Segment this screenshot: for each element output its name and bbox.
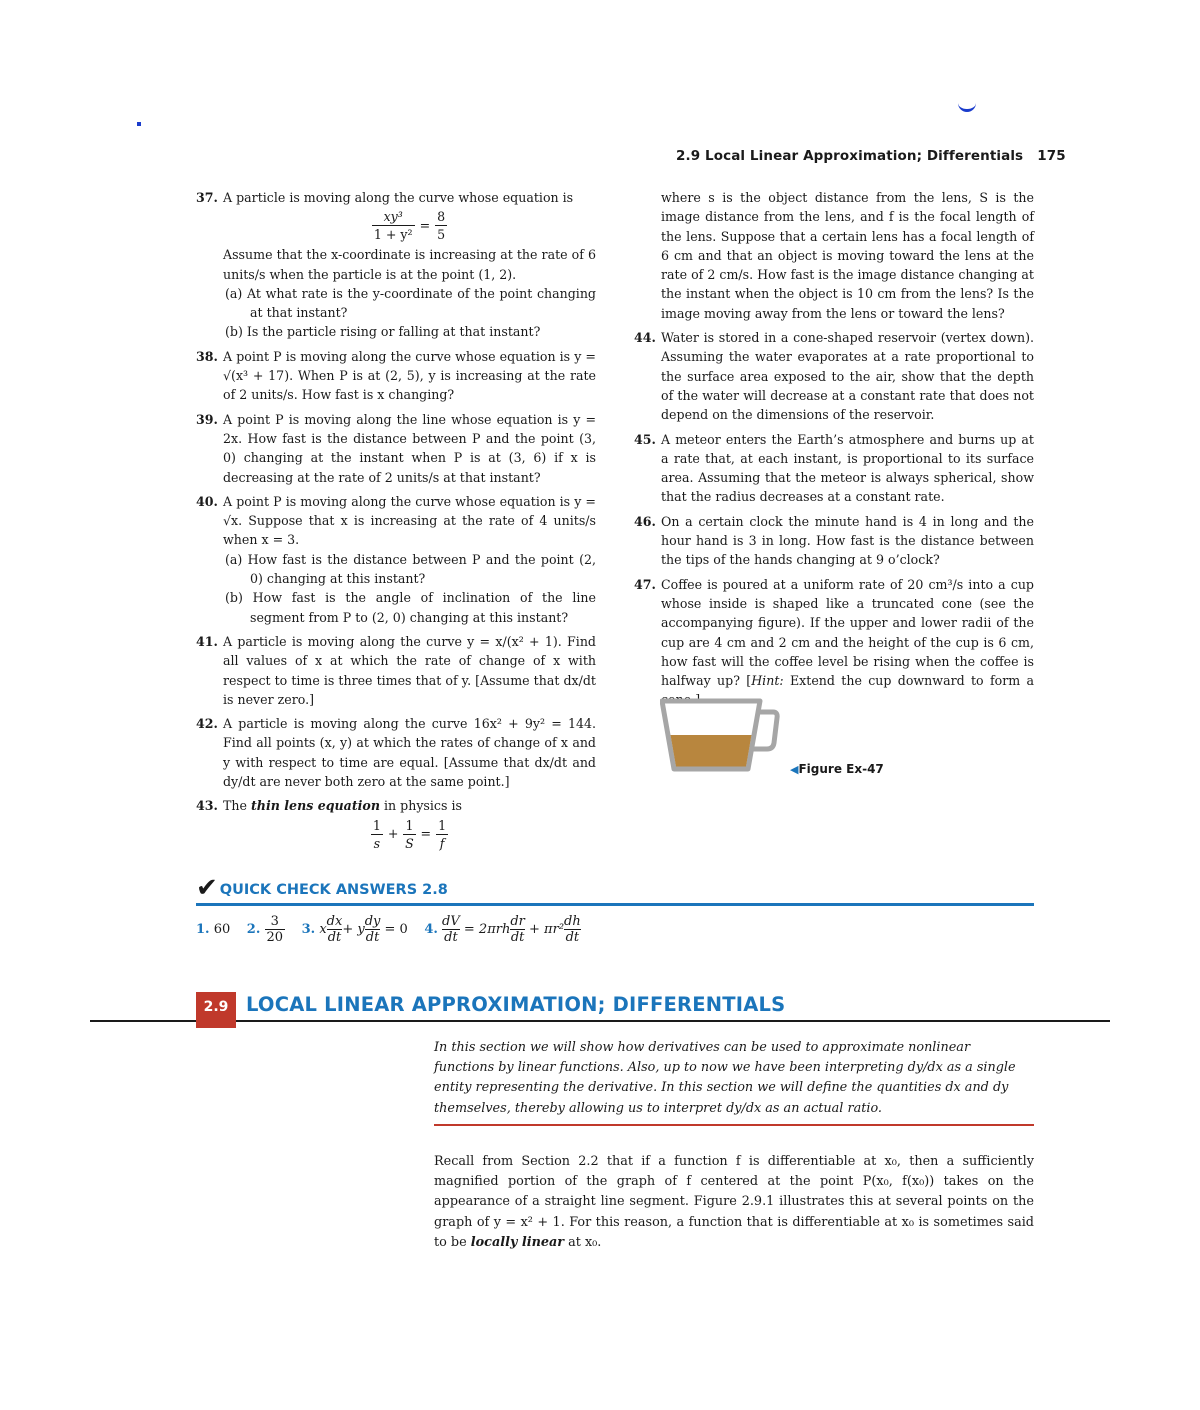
problem-number: 37. bbox=[196, 190, 218, 205]
section-intro: In this section we will show how derivatives can be used to approximate nonlinear functions by linear functions. Also, up to now we have been interpreting dy/dx as a single entity representing the derivative. In this section we will define the quantities dx and dy themselves, thereby allowing us to interpret dy/dx as an actual ratio. bbox=[434, 1040, 1016, 1116]
quick-check-title: QUICK CHECK ANSWERS 2.8 bbox=[219, 882, 448, 898]
problem-number: 44. bbox=[634, 330, 656, 346]
problem-number: 40. bbox=[196, 493, 218, 509]
problem-44 bbox=[634, 328, 1034, 424]
scan-mark-dot bbox=[137, 122, 141, 126]
hint-label: Hint: bbox=[751, 673, 784, 689]
left-column bbox=[196, 188, 596, 854]
problem-text: Assume that the x-coordinate is increasing at the rate of 6 units/s when the particle is at the point (1, 2). bbox=[223, 247, 596, 282]
equation-37: $\frac{\text{xy³}}{\text{1 + y²}}$ = $\frac{8}{5}$ bbox=[373, 209, 446, 243]
scan-mark-dash bbox=[958, 103, 976, 112]
eq-numerator: xy³ bbox=[383, 209, 403, 225]
problem-number: 47. bbox=[634, 576, 656, 592]
problem-45 bbox=[634, 430, 1034, 507]
problem-text: A meteor enters the Earth’s atmosphere and burns up at a rate that, at each instant, is proportional to its surface area. Assuming that the meteor is always spherical, show that the radius decreases at a constant rate. bbox=[661, 431, 1034, 505]
problem-number: 46. bbox=[634, 513, 656, 529]
part-a: (a) How fast is the distance between P and the point (2, 0) changing at this instant? bbox=[225, 551, 596, 587]
section-number-badge: 2.9 bbox=[196, 992, 236, 1028]
quick-check-header bbox=[196, 873, 1034, 903]
problem-text: The thin lens equation in physics is bbox=[223, 798, 462, 814]
intro-rule bbox=[434, 1124, 1034, 1126]
running-head bbox=[676, 148, 1066, 164]
checkmark-icon: ✔ bbox=[196, 873, 218, 903]
problem-40 bbox=[196, 492, 596, 627]
problem-number: 43. bbox=[196, 798, 218, 814]
problem-number: 45. bbox=[634, 431, 656, 447]
problem-37 bbox=[196, 188, 596, 342]
quick-check-answers: 1. 60 2. $\frac{3}{20}$ 3. x $\frac{dx}{dt}$ + y $\frac{dy}{dt}$ = 0 4. $\frac{dV}{dt}$ = 2πrh $\frac{dr}{dt}$ + πr² $\frac{dh}{dt}$ bbox=[196, 914, 581, 945]
figure-caption: ◀Figure Ex-47 bbox=[790, 762, 884, 776]
problem-42 bbox=[196, 714, 596, 791]
problem-text: Coffee is poured at a uniform rate of 20 cm³/s into a cup whose inside is shaped like a truncated cone (see the accompanying figure). If the upper and lower radii of the cup are 4 cm and 2 cm and the height of the cup is 6 cm, how fast will the coffee level be rising when the coffee is halfway up? [Hint: Extend the cup downward to form a bbox=[661, 576, 1034, 689]
problem-41 bbox=[196, 632, 596, 709]
problem-text: Water is stored in a cone-shaped reservoir (vertex down). Assuming the water evaporates at a rate proportional to the surface area exposed to the air, show that the depth of the water will decrease at a constant rate that does not depend on the dimensions of the reservoir. bbox=[661, 330, 1034, 423]
quick-check-rule bbox=[196, 903, 1034, 906]
problem-46 bbox=[634, 512, 1034, 570]
eq-rhs-denominator: 5 bbox=[437, 227, 446, 243]
problem-text: A particle is moving along the curve y = x/(x² + 1). Find all values of x at which the rate of change of x with respect to time is three times that of y. [Assume that dx/dt is never zero.] bbox=[223, 633, 596, 707]
problem-text: On a certain clock the minute hand is 4 in long and the hour hand is 3 in long. How fast is the distance between the tips of the hands changing at 9 o’clock? bbox=[661, 513, 1034, 568]
part-a: (a) At what rate is the y-coordinate of the point changing at that instant? bbox=[225, 285, 596, 321]
eq-denominator: 1 + y² bbox=[373, 227, 413, 243]
part-b: (b) How fast is the angle of inclination of the line segment from P to (2, 0) changing at this instant? bbox=[225, 590, 596, 625]
running-head-title: 2.9 Local Linear Approximation; Differentials bbox=[676, 148, 1024, 164]
problem-text: A particle is moving along the curve 16x² + 9y² = 144. Find all points (x, y) at which the rates of change of x and y with respect to time are equal. [Assume that dx/dt and dy/dt are never both zero at the same point.] bbox=[223, 716, 596, 790]
coffee-fill bbox=[671, 735, 752, 767]
problem-stem: A particle is moving along the curve whose equation is bbox=[223, 190, 574, 205]
problem-text: A point P is moving along the curve whose equation is y = √x. Suppose that x is increasing at the rate of 4 units/s when x = 3. bbox=[223, 493, 596, 548]
term-locally-linear: locally linear bbox=[470, 1234, 565, 1250]
part-b: (b) Is the particle rising or falling at that instant? bbox=[225, 324, 541, 340]
equation-43: $\frac{1}{s}$ + $\frac{1}{S}$ = $\frac{1}{f}$ bbox=[372, 817, 447, 851]
problem-number: 39. bbox=[196, 411, 218, 427]
caption-arrow-icon: ◀ bbox=[790, 763, 799, 776]
problem-38 bbox=[196, 347, 596, 405]
problem-text: A point P is moving along the curve whose equation is y = √(x³ + 17). When P is at (2, 5), y is increasing at the rate of 2 units/s. How fast is x changing? bbox=[223, 348, 596, 403]
problem-text: where s is the object distance from the lens, S is the image distance from the lens, and f is the focal length of the lens. Suppose that a certain lens has a focal length of 6 cm and that an object is moving toward the lens at the rate of 2 cm/s. How fast is the image distance changing at the instant when the object is 10 cm from the lens? Is the image moving away from the lens or toward the lens? bbox=[661, 190, 1034, 321]
problem-39 bbox=[196, 410, 596, 487]
coffee-cup-figure bbox=[660, 697, 785, 772]
section-title: LOCAL LINEAR APPROXIMATION; DIFFERENTIALS bbox=[246, 993, 786, 1016]
problem-number: 41. bbox=[196, 633, 218, 649]
term-thin-lens-equation: thin lens equation bbox=[250, 798, 380, 814]
section-rule bbox=[90, 1020, 1110, 1022]
problem-number: 42. bbox=[196, 716, 218, 732]
problem-43-continued bbox=[634, 188, 1034, 323]
section-body: Recall from Section 2.2 that if a function f is differentiable at x₀, then a sufficiently magnified portion of the graph of f centered at the point P(x₀, f(x₀)) takes on the appearance of a straight line segment. Figure 2.9.1 illustrates this at several points on the graph of y = x² + 1. For this reason, a function that is differentiable at x₀ is sometimes said to be locally linear at x₀. bbox=[434, 1154, 1034, 1250]
page-number: 175 bbox=[1037, 148, 1066, 164]
problem-47 bbox=[634, 575, 1034, 710]
problem-number: 38. bbox=[196, 348, 218, 364]
eq-rhs-numerator: 8 bbox=[437, 209, 446, 225]
problem-text: A point P is moving along the line whose equation is y = 2x. How fast is the distance between P and the point (3, 0) changing at the instant when P is at (3, 6) if x is decreasing at the rate of 2 units/s at that instant? bbox=[223, 411, 596, 485]
problem-43 bbox=[196, 796, 596, 851]
right-column bbox=[634, 188, 1034, 710]
